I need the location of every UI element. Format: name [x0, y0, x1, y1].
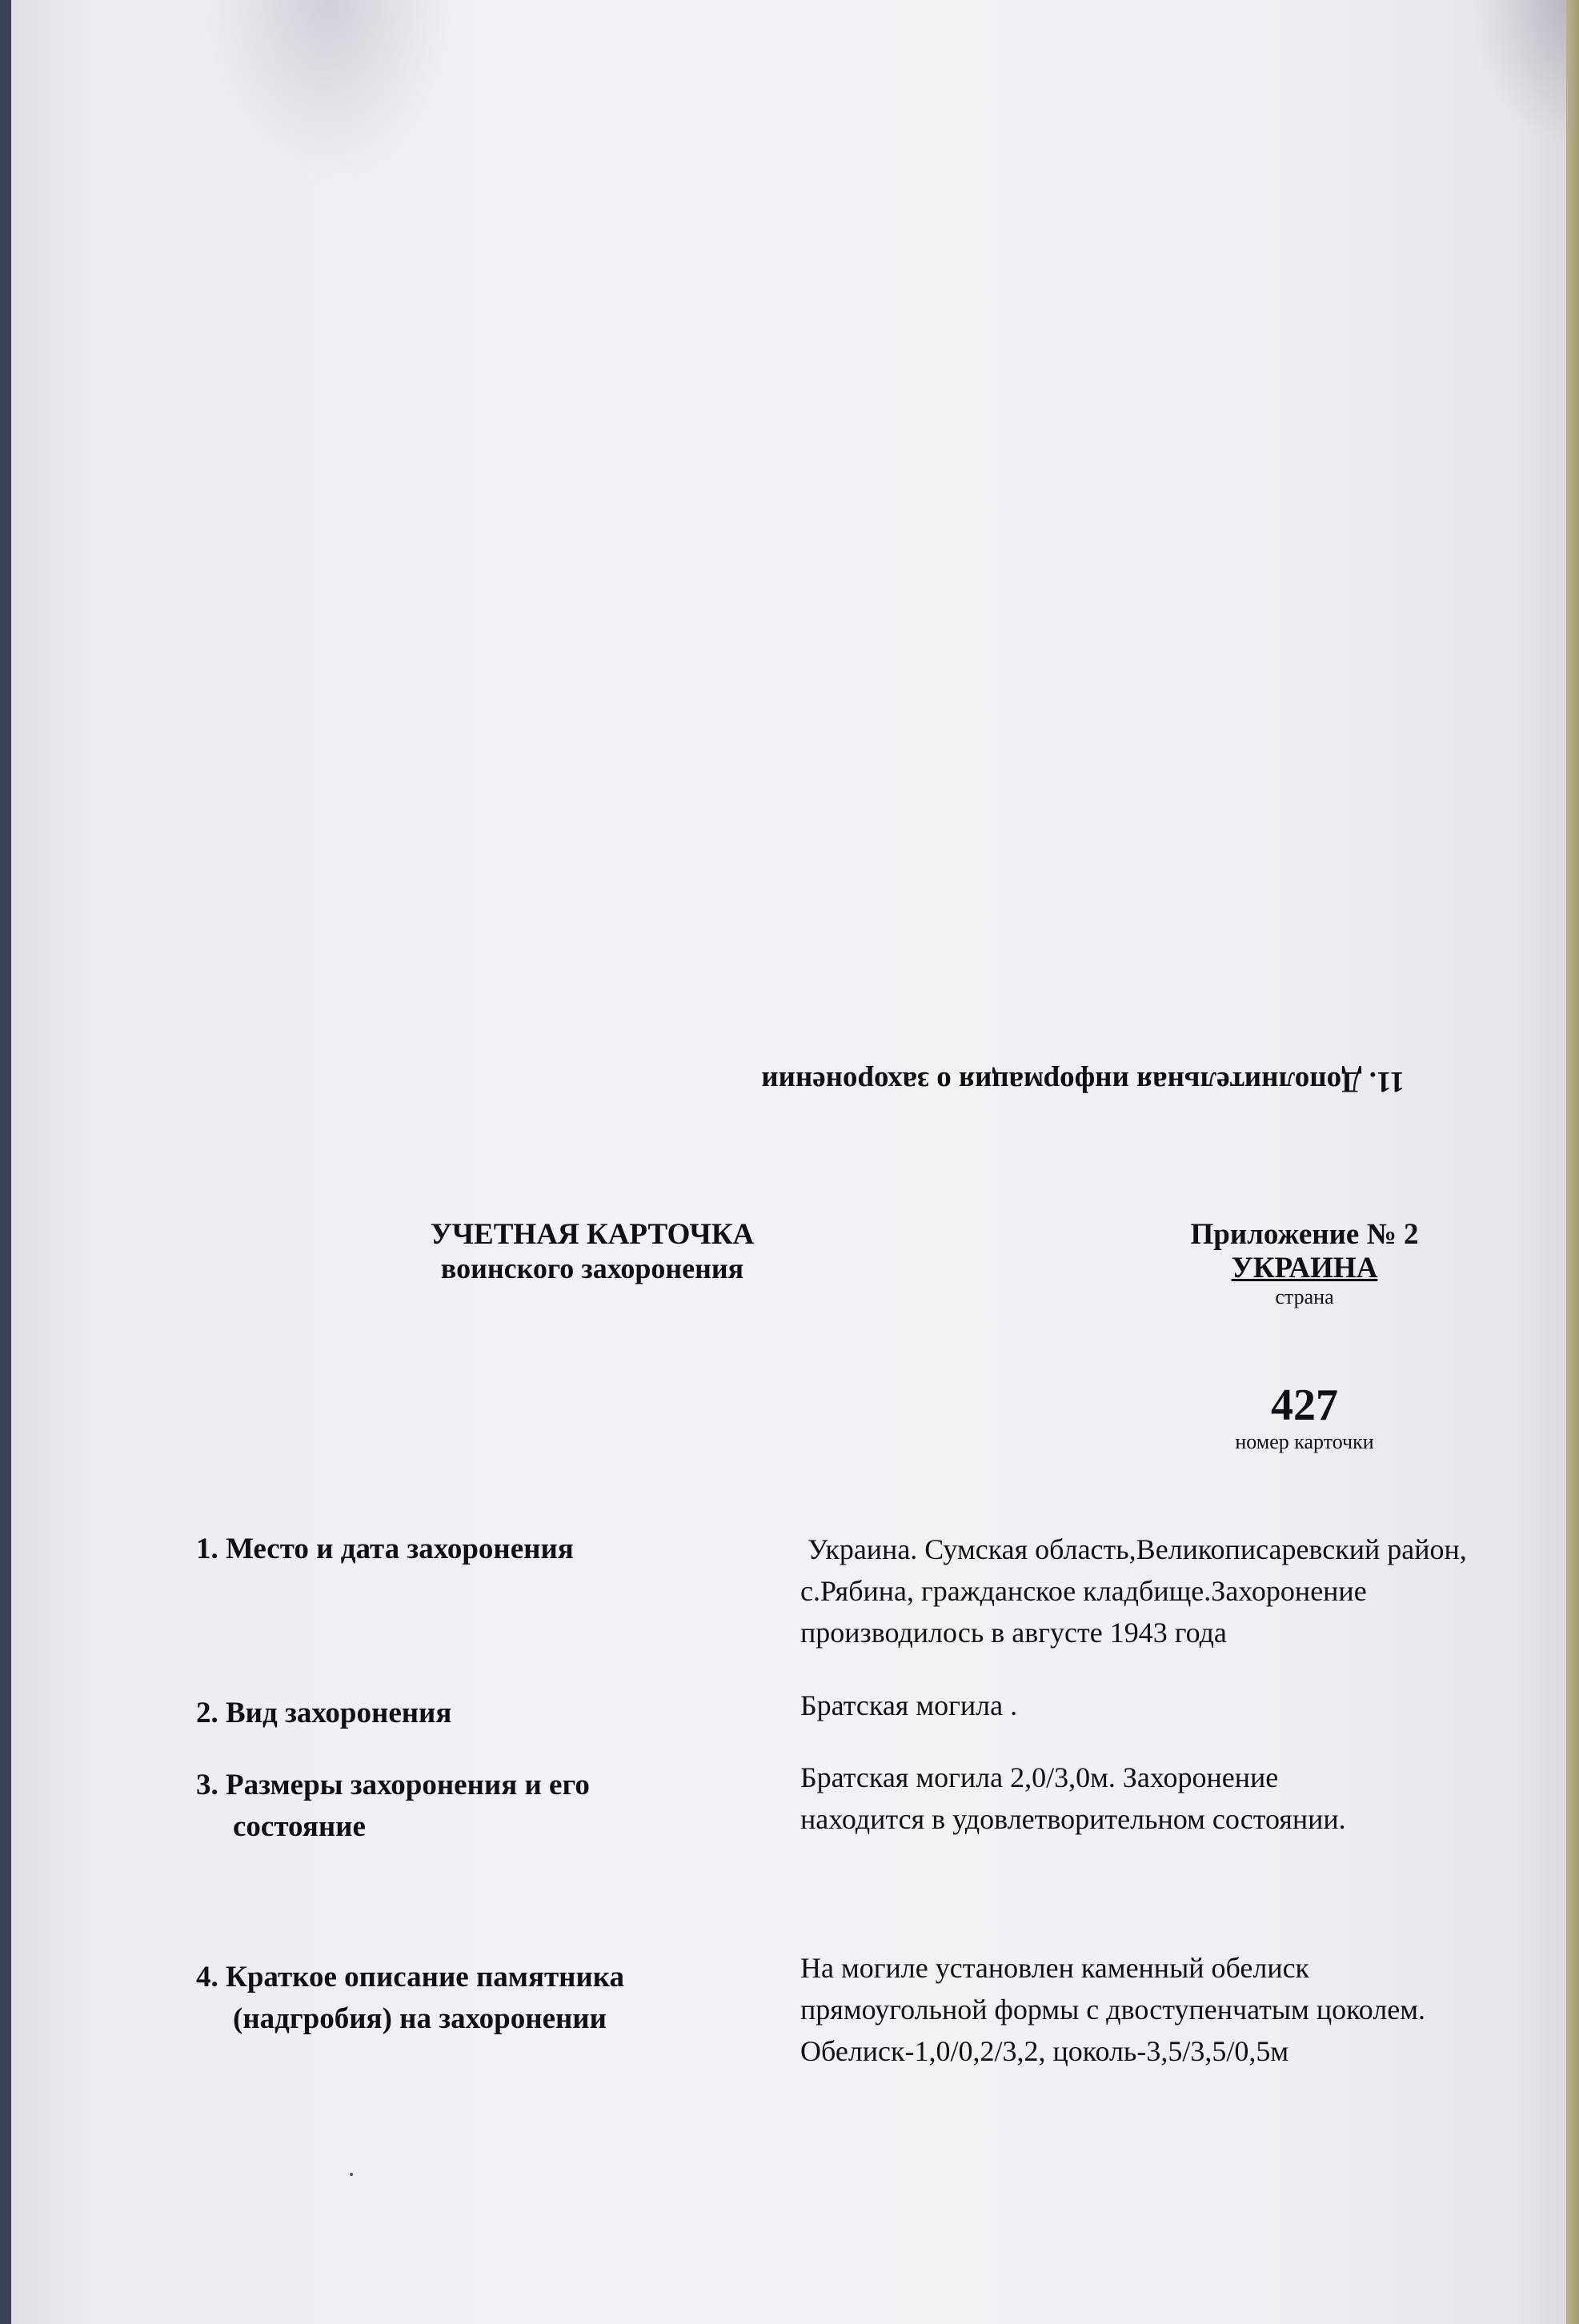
field-value	[800, 1529, 1579, 1653]
field-value-line: находится в удовлетворительном состоянии.	[800, 1803, 1346, 1835]
field-value-line: прямоугольной формы с двоступенчатым цоколем.	[800, 1993, 1426, 2025]
field-value-line: Братская могила 2,0/3,0м. Захоронение	[800, 1761, 1279, 1793]
field-label-line: 2. Вид захоронения	[196, 1697, 452, 1729]
field-value-line: производилось в августе 1943 года	[800, 1617, 1227, 1649]
card-number: 427	[1271, 1380, 1338, 1430]
card-subtitle: воинского захоронения	[440, 1252, 744, 1284]
card-title-block	[344, 1218, 840, 1285]
field-value-line: На могиле установлен каменный обелиск	[800, 1952, 1310, 1984]
card-title: УЧЕТНАЯ КАРТОЧКА	[430, 1218, 755, 1251]
background-edge-left	[0, 0, 11, 2324]
field-label	[196, 1693, 756, 1734]
field-value	[800, 1685, 1579, 1726]
country-caption: страна	[1275, 1285, 1334, 1308]
field-label	[196, 1765, 756, 1848]
field-label-line: 3. Размеры захоронения и его	[196, 1769, 590, 1801]
field-label-line: состояние	[233, 1810, 366, 1843]
paper-corner-shadow	[1470, 0, 1566, 144]
card-number-block	[1184, 1380, 1425, 1454]
field-label-line: 1. Место и дата захоронения	[196, 1533, 574, 1565]
annex-label: Приложение № 2	[1190, 1218, 1419, 1251]
upside-down-heading: 11. Дополнительная информация о захоронении	[761, 1065, 1405, 1098]
country-name: УКРАИНА	[1231, 1252, 1378, 1284]
field-label-line: (надгробия) на захоронении	[233, 2002, 607, 2035]
field-value-line: Украина. Сумская область,Великописаревский район,	[800, 1533, 1467, 1565]
ink-dot	[350, 2173, 353, 2176]
field-value	[800, 1757, 1579, 1840]
field-value-line: Обелиск-1,0/0,2/3,2, цоколь-3,5/3,5/0,5м	[800, 2035, 1289, 2067]
annex-block	[1168, 1218, 1441, 1309]
field-label	[196, 1529, 756, 1570]
field-value-line: Братская могила .	[800, 1689, 1018, 1721]
field-label-line: 4. Краткое описание памятника	[196, 1961, 625, 1993]
card-number-caption: номер карточки	[1235, 1430, 1374, 1453]
field-value-line: с.Рябина, гражданское кладбище.Захоронение	[800, 1575, 1367, 1607]
paper-fold-shadow	[200, 0, 456, 184]
field-value	[800, 1947, 1579, 2072]
field-label	[196, 1957, 756, 2040]
